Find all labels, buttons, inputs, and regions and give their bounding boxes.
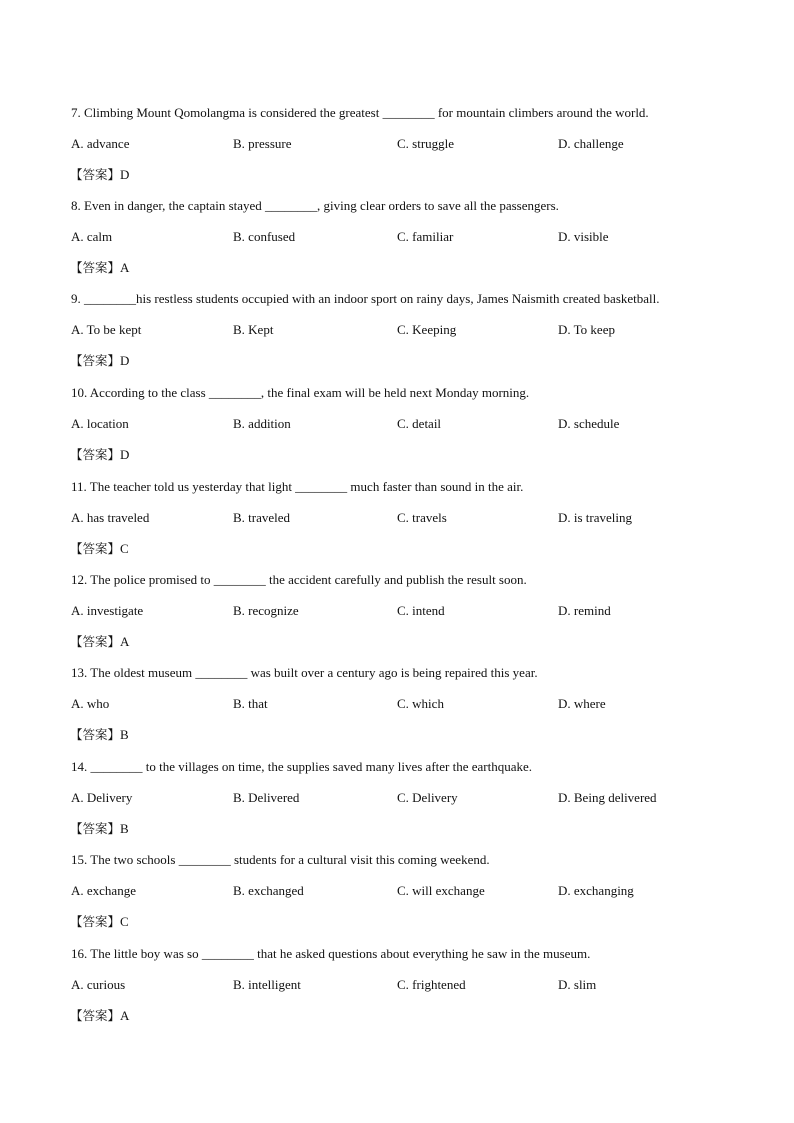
answer-line (70, 167, 129, 183)
answer-line (70, 821, 129, 837)
question-stem: 7. Climbing Mount Qomolangma is considered the greatest ________ for mountain climbers around the world. (71, 105, 649, 120)
question-stem: 16. The little boy was so ________ that he asked questions about everything he saw in the museum. (71, 946, 591, 961)
answer-tag: 【答案】 (70, 447, 121, 462)
option-c: C. familiar (397, 229, 454, 244)
answer-tag: 【答案】 (70, 727, 121, 742)
answer-tag: 【答案】 (70, 1008, 121, 1023)
answer-value: B (120, 821, 129, 836)
option-row (71, 416, 731, 432)
answer-tag: 【答案】 (70, 260, 121, 275)
answer-line (70, 634, 129, 650)
answer-tag: 【答案】 (70, 167, 121, 182)
question-stem: 10. According to the class ________, the final exam will be held next Monday morning. (71, 385, 530, 400)
answer-tag: 【答案】 (70, 914, 121, 929)
option-d: D. visible (558, 229, 609, 244)
option-c: C. intend (397, 603, 445, 618)
answer-tag: 【答案】 (70, 821, 121, 836)
option-b: B. Kept (233, 322, 274, 337)
answer-value: D (120, 447, 130, 462)
option-row (71, 136, 731, 152)
option-row (71, 883, 731, 899)
question-stem: 8. Even in danger, the captain stayed ________, giving clear orders to save all the passengers. (71, 198, 559, 213)
option-d: D. where (558, 696, 606, 711)
option-a: A. To be kept (71, 322, 142, 337)
answer-value: B (120, 727, 129, 742)
option-c: C. Keeping (397, 322, 457, 337)
option-row (71, 696, 731, 712)
option-d: D. remind (558, 603, 611, 618)
answer-line (70, 260, 129, 276)
option-c: C. Delivery (397, 790, 458, 805)
question-stem: 9. ________his restless students occupied with an indoor sport on rainy days, James Naismith created basketball. (71, 291, 660, 306)
answer-line (70, 353, 129, 369)
answer-value: C (120, 914, 129, 929)
option-a: A. advance (71, 136, 130, 151)
answer-value: A (120, 260, 130, 275)
answer-line (70, 447, 129, 463)
option-b: B. Delivered (233, 790, 300, 805)
option-row (71, 603, 731, 619)
answer-line (70, 727, 129, 743)
option-row (71, 977, 731, 993)
option-a: A. Delivery (71, 790, 133, 805)
question-stem: 14. ________ to the villages on time, the supplies saved many lives after the earthquake. (71, 759, 533, 774)
option-c: C. travels (397, 510, 447, 525)
option-row (71, 790, 731, 806)
option-row (71, 229, 731, 245)
answer-tag: 【答案】 (70, 634, 121, 649)
option-a: A. exchange (71, 883, 136, 898)
option-a: A. calm (71, 229, 113, 244)
option-b: B. exchanged (233, 883, 304, 898)
option-row (71, 510, 731, 526)
question-stem: 15. The two schools ________ students for a cultural visit this coming weekend. (71, 852, 490, 867)
option-b: B. addition (233, 416, 291, 431)
option-d: D. exchanging (558, 883, 634, 898)
answer-value: C (120, 541, 129, 556)
option-a: A. investigate (71, 603, 144, 618)
answer-value: A (120, 1008, 130, 1023)
option-a: A. location (71, 416, 129, 431)
answer-value: D (120, 167, 130, 182)
option-c: C. struggle (397, 136, 455, 151)
option-d: D. slim (558, 977, 597, 992)
option-c: C. will exchange (397, 883, 485, 898)
answer-value: A (120, 634, 130, 649)
option-b: B. that (233, 696, 268, 711)
answer-tag: 【答案】 (70, 353, 121, 368)
option-b: B. traveled (233, 510, 291, 525)
answer-line (70, 541, 129, 557)
option-b: B. intelligent (233, 977, 301, 992)
answer-line (70, 1008, 129, 1024)
option-row (71, 322, 731, 338)
option-b: B. confused (233, 229, 296, 244)
option-a: A. who (71, 696, 110, 711)
answer-line (70, 914, 129, 930)
option-c: C. which (397, 696, 444, 711)
option-a: A. curious (71, 977, 126, 992)
question-stem: 13. The oldest museum ________ was built over a century ago is being repaired this year. (71, 665, 538, 680)
option-d: D. is traveling (558, 510, 633, 525)
option-d: D. To keep (558, 322, 615, 337)
question-stem: 12. The police promised to ________ the accident carefully and publish the result soon. (71, 572, 527, 587)
option-a: A. has traveled (71, 510, 150, 525)
option-c: C. frightened (397, 977, 466, 992)
answer-value: D (120, 353, 130, 368)
option-d: D. schedule (558, 416, 620, 431)
option-c: C. detail (397, 416, 442, 431)
option-b: B. recognize (233, 603, 299, 618)
option-d: D. Being delivered (558, 790, 657, 805)
question-stem: 11. The teacher told us yesterday that light ________ much faster than sound in the air. (71, 479, 524, 494)
option-b: B. pressure (233, 136, 292, 151)
option-d: D. challenge (558, 136, 624, 151)
answer-tag: 【答案】 (70, 541, 121, 556)
